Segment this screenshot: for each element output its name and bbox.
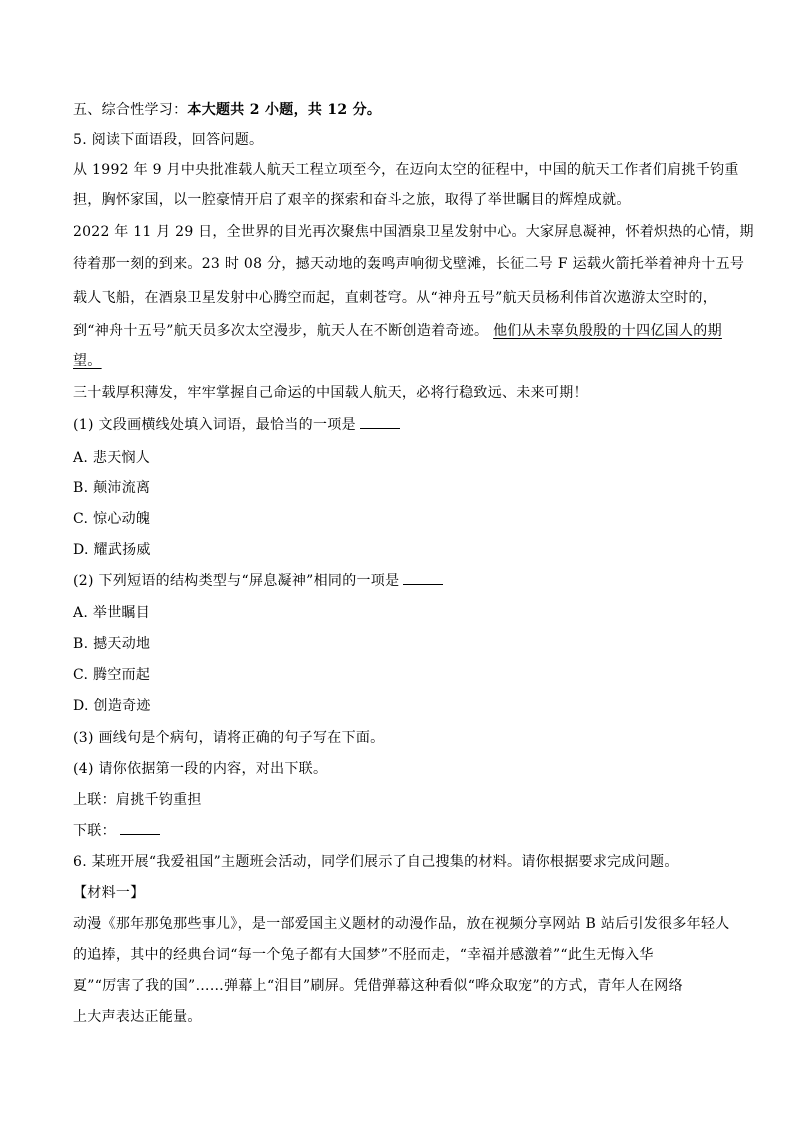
q6-material1-line2: 的追捧，其中的经典台词“每一个兔子都有大国梦”不胫而走，“幸福并感激着”“此生无悔入华	[73, 947, 654, 963]
underlined-sentence-part1: 他们从未辜负殷殷的十四亿国人的期	[493, 323, 722, 339]
q5-stem: 5. 阅读下面语段，回答问题。	[73, 132, 264, 148]
couplet-upper: 上联：肩挑千钧重担	[73, 792, 202, 808]
couplet-lower	[73, 822, 160, 840]
section-score-info: 本大题共 2 小题，共 12 分。	[187, 102, 382, 118]
q5-sub1-option-d: D. 耀武扬威	[73, 542, 151, 558]
q5-sub2-option-b: B. 撼天动地	[73, 636, 151, 652]
q5-sub1-option-b: B. 颠沛流离	[73, 480, 151, 496]
q6-material1-line4: 上大声表达正能量。	[73, 1009, 202, 1025]
answer-blank	[120, 822, 160, 835]
answer-blank	[360, 416, 400, 429]
q6-stem: 6. 某班开展“我爱祖国”主题班会活动，同学们展示了自己搜集的材料。请你根据要求完成问题。	[73, 854, 679, 870]
section-heading	[73, 101, 381, 119]
q5-sub1-option-a: A. 悲天悯人	[73, 450, 151, 466]
q6-material1-line3: 夏”“厉害了我的国”……弹幕上“泪目”刷屏。凭借弹幕这种看似“哗众取宠”的方式，青年人在网络	[73, 978, 683, 994]
q5-para3: 三十载厚积薄发，牢牢掌握自己命运的中国载人航天，必将行稳致远、未来可期！	[73, 385, 588, 401]
q5-sub2-option-d: D. 创造奇迹	[73, 698, 151, 714]
q5-sub3: (3) 画线句是个病句，请将正确的句子写在下面。	[73, 730, 385, 746]
q5-sub1-text: (1) 文段画横线处填入词语，最恰当的一项是	[73, 417, 356, 433]
q5-sub1-option-c: C. 惊心动魄	[73, 511, 151, 527]
q5-sub2-question	[73, 572, 443, 590]
q5-para2-line1: 2022 年 11 月 29 日，全世界的目光再次聚焦中国酒泉卫星发射中心。大家屏息凝神，怀着炽热的心情，期	[73, 224, 754, 240]
q5-sub2-option-a: A. 举世瞩目	[73, 605, 151, 621]
q5-sub2-text: (2) 下列短语的结构类型与“屏息凝神”相同的一项是	[73, 573, 400, 589]
q5-sub1-question	[73, 416, 400, 434]
q5-para2-line2: 待着那一刻的到来。23 时 08 分，撼天动地的轰鸣声响彻戈壁滩，长征二号 F 运载火箭托举着神舟十五号	[73, 256, 745, 272]
q5-sub2-option-c: C. 腾空而起	[73, 667, 151, 683]
q5-sub4: (4) 请你依据第一段的内容，对出下联。	[73, 761, 328, 777]
q5-para1-line1: 从 1992 年 9 月中央批准载人航天工程立项至今，在迈向太空的征程中，中国的航天工作者们肩挑千钧重	[73, 162, 739, 178]
section-prefix: 五、综合性学习：	[73, 102, 188, 118]
q5-para1-line2: 担，胸怀家国，以一腔豪情开启了艰辛的探索和奋斗之旅，取得了举世瞩目的辉煌成就。	[73, 192, 631, 208]
couplet-lower-label: 下联：	[73, 823, 116, 839]
q5-para2-line4-plain: 到“神舟十五号”航天员多次太空漫步，航天人在不断创造着奇迹。	[73, 323, 489, 339]
answer-blank	[403, 572, 443, 585]
q5-para2-line4	[73, 322, 722, 340]
q6-material1-line1: 动漫《那年那兔那些事儿》，是一部爱国主义题材的动漫作品，放在视频分享网站 B 站后引发很多年轻人	[73, 916, 730, 932]
q5-para2-line3: 载人飞船，在酒泉卫星发射中心腾空而起，直刺苍穹。从“神舟五号”航天员杨利伟首次遨游太空时的，	[73, 290, 718, 306]
q6-material1-heading: 【材料一】	[73, 885, 145, 901]
underlined-sentence-part2: 望。	[73, 353, 102, 369]
